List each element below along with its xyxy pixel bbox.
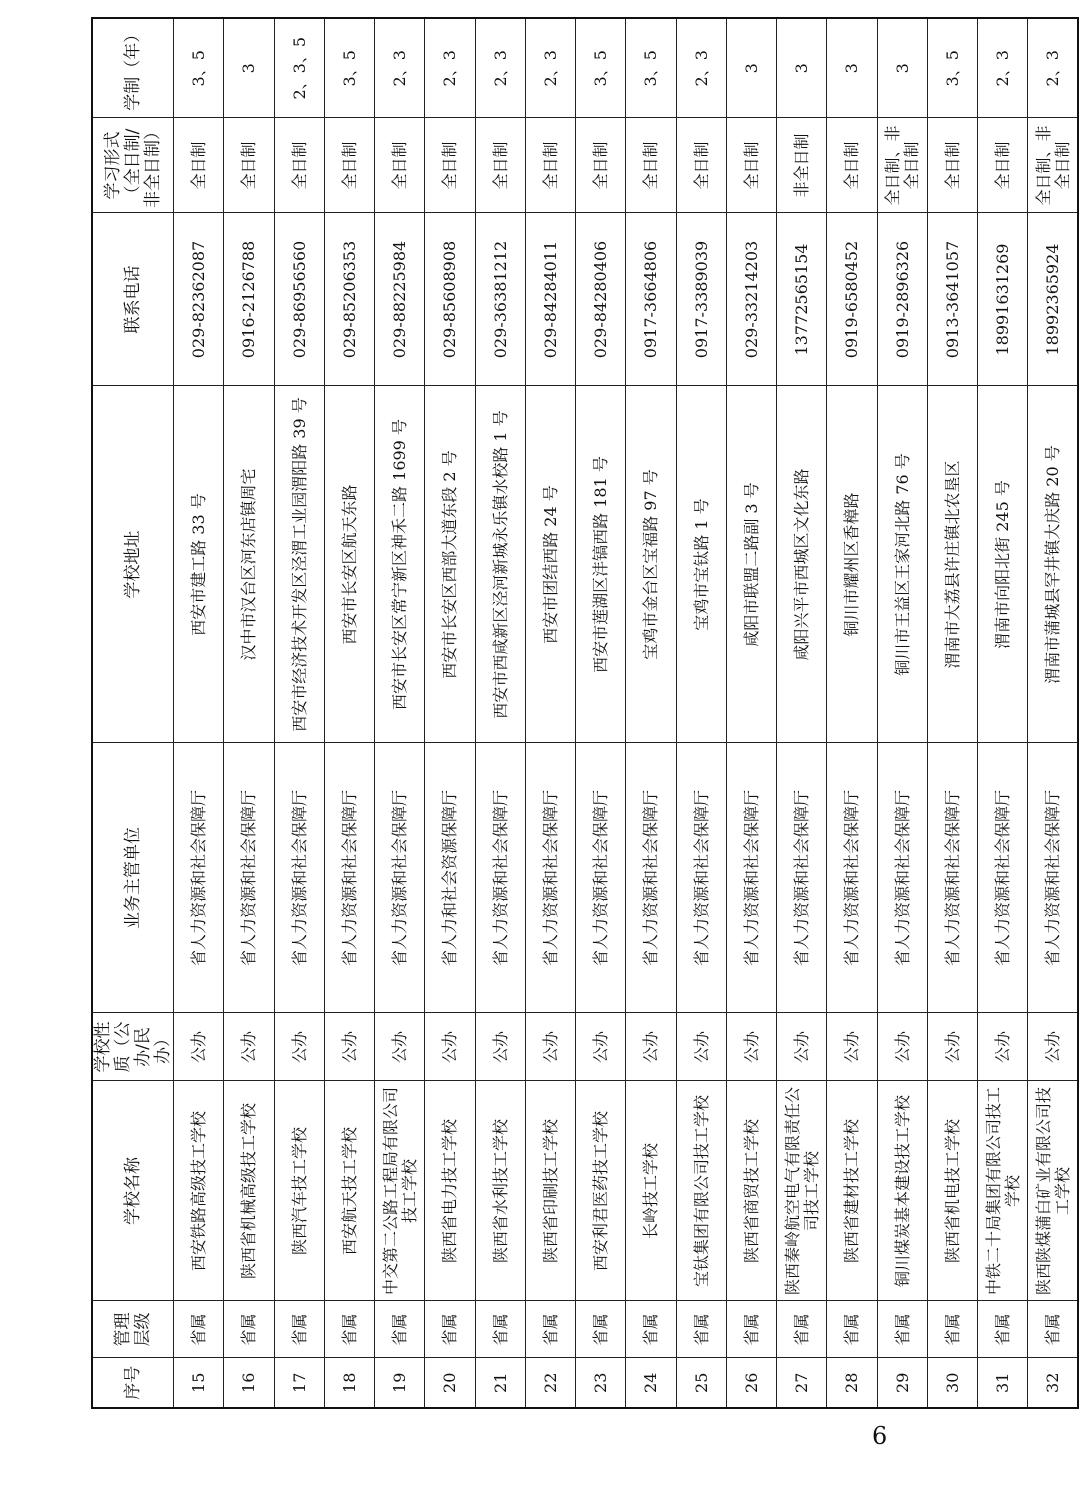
cell-address: 西安市长安区常宁新区神禾二路 1699 号 <box>375 386 425 743</box>
table-row <box>375 18 425 1408</box>
cell-level: 省属 <box>927 1301 977 1358</box>
cell-mode: 全日制 <box>676 118 726 213</box>
cell-phone: 029-86956560 <box>274 213 324 386</box>
cell-mode: 全日制、非全日制 <box>1028 118 1078 213</box>
cell-years: 2、3 <box>978 18 1028 118</box>
cell-authority: 省人力资源和社会保障厅 <box>676 743 726 1013</box>
table-row <box>1028 18 1078 1408</box>
table-row <box>626 18 676 1408</box>
cell-seq: 21 <box>475 1358 525 1408</box>
cell-seq: 20 <box>425 1358 475 1408</box>
cell-authority: 省人力和社会资源保障厅 <box>425 743 475 1013</box>
header-name: 学校名称 <box>92 1081 174 1301</box>
cell-mode: 全日制 <box>927 118 977 213</box>
cell-level: 省属 <box>726 1301 776 1358</box>
table-row <box>425 18 475 1408</box>
cell-mode: 非全日制 <box>777 118 827 213</box>
cell-name: 宝钛集团有限公司技工学校 <box>676 1081 726 1301</box>
cell-years: 2、3 <box>676 18 726 118</box>
cell-seq: 26 <box>726 1358 776 1408</box>
cell-phone: 0919-6580452 <box>827 213 877 386</box>
cell-years: 3 <box>777 18 827 118</box>
header-authority: 业务主管单位 <box>92 743 174 1013</box>
cell-mode: 全日制 <box>827 118 877 213</box>
cell-mode: 全日制 <box>525 118 575 213</box>
cell-authority: 省人力资源和社会保障厅 <box>1028 743 1078 1013</box>
cell-nature: 公办 <box>174 1013 224 1081</box>
cell-nature: 公办 <box>626 1013 676 1081</box>
cell-years: 3 <box>726 18 776 118</box>
cell-years: 3、5 <box>324 18 374 118</box>
cell-phone: 0917-3664806 <box>626 213 676 386</box>
cell-phone: 0913-3641057 <box>927 213 977 386</box>
table-row <box>525 18 575 1408</box>
cell-level: 省属 <box>174 1301 224 1358</box>
cell-phone: 0916-2126788 <box>224 213 274 386</box>
cell-mode: 全日制 <box>978 118 1028 213</box>
school-table <box>91 17 1079 1409</box>
cell-level: 省属 <box>375 1301 425 1358</box>
table-row <box>174 18 224 1408</box>
cell-name: 铜川煤炭基本建设技工学校 <box>877 1081 927 1301</box>
header-phone: 联系电话 <box>92 213 174 386</box>
cell-seq: 30 <box>927 1358 977 1408</box>
cell-years: 2、3 <box>525 18 575 118</box>
table-row <box>978 18 1028 1408</box>
cell-address: 铜川市王益区王家河北路 76 号 <box>877 386 927 743</box>
cell-years: 3、5 <box>626 18 676 118</box>
cell-seq: 15 <box>174 1358 224 1408</box>
cell-level: 省属 <box>525 1301 575 1358</box>
cell-seq: 24 <box>626 1358 676 1408</box>
cell-level: 省属 <box>827 1301 877 1358</box>
table-row <box>475 18 525 1408</box>
cell-address: 西安市团结西路 24 号 <box>525 386 575 743</box>
cell-address: 咸阳市联盟二路副 3 号 <box>726 386 776 743</box>
table-row <box>274 18 324 1408</box>
table-row <box>224 18 274 1408</box>
cell-address: 咸阳兴平市西城区文化东路 <box>777 386 827 743</box>
cell-nature: 公办 <box>224 1013 274 1081</box>
cell-nature: 公办 <box>676 1013 726 1081</box>
cell-name: 陕西省印刷技工学校 <box>525 1081 575 1301</box>
cell-name: 陕西省水利技工学校 <box>475 1081 525 1301</box>
cell-mode: 全日制 <box>576 118 626 213</box>
cell-authority: 省人力资源和社会保障厅 <box>576 743 626 1013</box>
table-row <box>676 18 726 1408</box>
header-seq: 序号 <box>92 1358 174 1408</box>
cell-authority: 省人力资源和社会保障厅 <box>827 743 877 1013</box>
cell-nature: 公办 <box>978 1013 1028 1081</box>
cell-authority: 省人力资源和社会保障厅 <box>224 743 274 1013</box>
header-row <box>92 18 174 1408</box>
cell-mode: 全日制 <box>726 118 776 213</box>
cell-authority: 省人力资源和社会保障厅 <box>174 743 224 1013</box>
header-years: 学制（年） <box>92 18 174 118</box>
cell-address: 西安市莲湖区沣镐西路 181 号 <box>576 386 626 743</box>
cell-nature: 公办 <box>324 1013 374 1081</box>
table-row <box>726 18 776 1408</box>
cell-name: 陕西省建材技工学校 <box>827 1081 877 1301</box>
cell-nature: 公办 <box>274 1013 324 1081</box>
cell-level: 省属 <box>626 1301 676 1358</box>
cell-years: 2、3 <box>425 18 475 118</box>
cell-address: 铜川市耀州区香樟路 <box>827 386 877 743</box>
cell-mode: 全日制 <box>626 118 676 213</box>
cell-name: 陕西汽车技工学校 <box>274 1081 324 1301</box>
cell-name: 陕西省机械高级技工学校 <box>224 1081 274 1301</box>
cell-level: 省属 <box>676 1301 726 1358</box>
cell-level: 省属 <box>576 1301 626 1358</box>
cell-address: 西安市经济技术开发区泾渭工业园渭阳路 39 号 <box>274 386 324 743</box>
cell-phone: 18992365924 <box>1028 213 1078 386</box>
cell-mode: 全日制 <box>324 118 374 213</box>
cell-years: 2、3、5 <box>274 18 324 118</box>
table-row <box>927 18 977 1408</box>
cell-phone: 13772565154 <box>777 213 827 386</box>
cell-authority: 省人力资源和社会保障厅 <box>726 743 776 1013</box>
cell-level: 省属 <box>475 1301 525 1358</box>
cell-address: 汉中市汉台区河东店镇周宅 <box>224 386 274 743</box>
cell-name: 中铁二十局集团有限公司技工学校 <box>978 1081 1028 1301</box>
cell-name: 西安航天技工学校 <box>324 1081 374 1301</box>
cell-years: 3、5 <box>927 18 977 118</box>
cell-years: 3、5 <box>576 18 626 118</box>
table-body <box>174 18 1079 1408</box>
cell-mode: 全日制 <box>425 118 475 213</box>
cell-authority: 省人力资源和社会保障厅 <box>274 743 324 1013</box>
cell-nature: 公办 <box>927 1013 977 1081</box>
cell-seq: 22 <box>525 1358 575 1408</box>
cell-authority: 省人力资源和社会保障厅 <box>877 743 927 1013</box>
table-row <box>324 18 374 1408</box>
cell-years: 3 <box>224 18 274 118</box>
cell-authority: 省人力资源和社会保障厅 <box>927 743 977 1013</box>
cell-phone: 0917-3389039 <box>676 213 726 386</box>
cell-phone: 18991631269 <box>978 213 1028 386</box>
cell-phone: 029-85206353 <box>324 213 374 386</box>
table-row <box>777 18 827 1408</box>
cell-years: 3 <box>827 18 877 118</box>
cell-level: 省属 <box>274 1301 324 1358</box>
cell-address: 西安市长安区西部大道东段 2 号 <box>425 386 475 743</box>
table-row <box>877 18 927 1408</box>
cell-level: 省属 <box>324 1301 374 1358</box>
cell-address: 渭南市大荔县许庄镇北农垦区 <box>927 386 977 743</box>
cell-authority: 省人力资源和社会保障厅 <box>375 743 425 1013</box>
cell-level: 省属 <box>425 1301 475 1358</box>
cell-phone: 0919-2896326 <box>877 213 927 386</box>
cell-address: 西安市建工路 33 号 <box>174 386 224 743</box>
header-address: 学校地址 <box>92 386 174 743</box>
cell-years: 2、3 <box>1028 18 1078 118</box>
cell-years: 3 <box>877 18 927 118</box>
cell-authority: 省人力资源和社会保障厅 <box>626 743 676 1013</box>
cell-seq: 19 <box>375 1358 425 1408</box>
cell-mode: 全日制、非全日制 <box>877 118 927 213</box>
cell-name: 陕西省电力技工学校 <box>425 1081 475 1301</box>
cell-seq: 28 <box>827 1358 877 1408</box>
cell-mode: 全日制 <box>224 118 274 213</box>
cell-phone: 029-82362087 <box>174 213 224 386</box>
cell-seq: 23 <box>576 1358 626 1408</box>
cell-seq: 16 <box>224 1358 274 1408</box>
cell-authority: 省人力资源和社会保障厅 <box>324 743 374 1013</box>
cell-name: 陕西省机电技工学校 <box>927 1081 977 1301</box>
cell-seq: 32 <box>1028 1358 1078 1408</box>
cell-phone: 029-88225984 <box>375 213 425 386</box>
cell-level: 省属 <box>1028 1301 1078 1358</box>
cell-level: 省属 <box>224 1301 274 1358</box>
cell-name: 陕西省商贸技工学校 <box>726 1081 776 1301</box>
cell-mode: 全日制 <box>475 118 525 213</box>
cell-nature: 公办 <box>1028 1013 1078 1081</box>
header-mode: 学习形式（全日制/非全日制） <box>92 118 174 213</box>
cell-phone: 029-33214203 <box>726 213 776 386</box>
cell-nature: 公办 <box>375 1013 425 1081</box>
cell-nature: 公办 <box>525 1013 575 1081</box>
page-number: 9 <box>872 1420 888 1448</box>
cell-phone: 029-85608908 <box>425 213 475 386</box>
cell-years: 2、3 <box>375 18 425 118</box>
cell-mode: 全日制 <box>375 118 425 213</box>
cell-authority: 省人力资源和社会保障厅 <box>777 743 827 1013</box>
cell-nature: 公办 <box>475 1013 525 1081</box>
cell-nature: 公办 <box>877 1013 927 1081</box>
cell-name: 陕西陕煤蒲白矿业有限公司技工学校 <box>1028 1081 1078 1301</box>
header-nature: 学校性质（公办/民办） <box>92 1013 174 1081</box>
cell-years: 3、5 <box>174 18 224 118</box>
cell-level: 省属 <box>777 1301 827 1358</box>
cell-seq: 27 <box>777 1358 827 1408</box>
cell-seq: 18 <box>324 1358 374 1408</box>
cell-nature: 公办 <box>726 1013 776 1081</box>
cell-authority: 省人力资源和社会保障厅 <box>475 743 525 1013</box>
cell-level: 省属 <box>978 1301 1028 1358</box>
cell-nature: 公办 <box>827 1013 877 1081</box>
cell-nature: 公办 <box>777 1013 827 1081</box>
cell-address: 西安市西咸新区泾河新城永乐镇水校路 1 号 <box>475 386 525 743</box>
cell-phone: 029-84280406 <box>576 213 626 386</box>
cell-mode: 全日制 <box>174 118 224 213</box>
cell-seq: 29 <box>877 1358 927 1408</box>
cell-address: 渭南市蒲城县罕井镇大庆路 20 号 <box>1028 386 1078 743</box>
cell-level: 省属 <box>877 1301 927 1358</box>
cell-authority: 省人力资源和社会保障厅 <box>525 743 575 1013</box>
cell-seq: 31 <box>978 1358 1028 1408</box>
cell-nature: 公办 <box>425 1013 475 1081</box>
cell-nature: 公办 <box>576 1013 626 1081</box>
cell-years: 2、3 <box>475 18 525 118</box>
table-row <box>827 18 877 1408</box>
header-level: 管理层级 <box>92 1301 174 1358</box>
cell-address: 宝鸡市金台区宝福路 97 号 <box>626 386 676 743</box>
cell-phone: 029-36381212 <box>475 213 525 386</box>
cell-authority: 省人力资源和社会保障厅 <box>978 743 1028 1013</box>
cell-address: 渭南市向阳北街 245 号 <box>978 386 1028 743</box>
cell-name: 西安铁路高级技工学校 <box>174 1081 224 1301</box>
cell-phone: 029-84284011 <box>525 213 575 386</box>
rotated-table-container <box>91 19 1072 1409</box>
cell-name: 陕西秦岭航空电气有限责任公司技工学校 <box>777 1081 827 1301</box>
cell-name: 中交第二公路工程局有限公司技工学校 <box>375 1081 425 1301</box>
cell-seq: 17 <box>274 1358 324 1408</box>
cell-address: 西安市长安区航天东路 <box>324 386 374 743</box>
table-row <box>576 18 626 1408</box>
cell-name: 长岭技工学校 <box>626 1081 676 1301</box>
cell-address: 宝鸡市宝钛路 1 号 <box>676 386 726 743</box>
cell-mode: 全日制 <box>274 118 324 213</box>
cell-seq: 25 <box>676 1358 726 1408</box>
cell-name: 西安利君医药技工学校 <box>576 1081 626 1301</box>
